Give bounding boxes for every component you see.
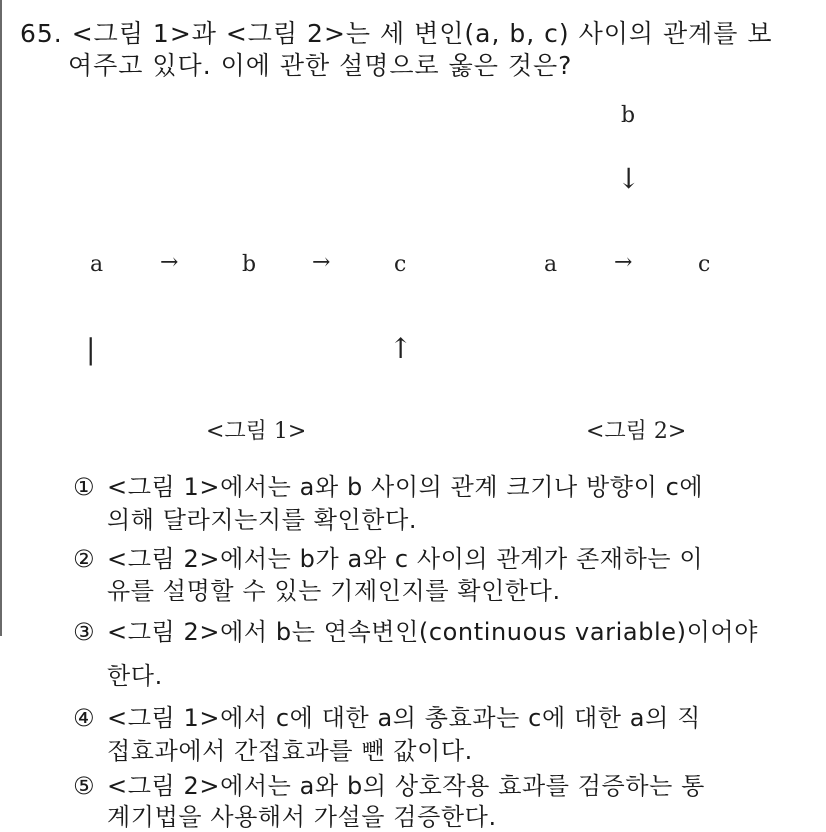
option-2-number: ②: [73, 545, 96, 573]
question-number: 65.: [20, 19, 63, 48]
option-1-text-cont: 의해 달라지는지를 확인한다.: [107, 506, 418, 534]
fig1-arrow-b-c: →: [312, 250, 331, 275]
option-2-text-cont: 유를 설명할 수 있는 기제인지를 확인한다.: [107, 577, 561, 605]
fig2-node-b: b: [621, 103, 636, 128]
fig2-arrow-a-c: →: [614, 250, 633, 275]
question-text-1: <그림 1>과 <그림 2>는 세 변인(a, b, c) 사이의 관계를 보: [71, 19, 773, 48]
option-5-number: ⑤: [73, 772, 96, 800]
option-5[interactable]: [73, 766, 705, 801]
option-5-text: <그림 2>에서는 a와 b의 상호작용 효과를 검증하는 통: [107, 772, 705, 800]
fig1-node-b: b: [242, 252, 257, 277]
option-4-number: ④: [73, 704, 96, 732]
question-text-2: 여주고 있다. 이에 관한 설명으로 옳은 것은?: [68, 51, 573, 80]
fig1-node-c: c: [394, 252, 407, 277]
option-1-number: ①: [73, 473, 96, 501]
option-1[interactable]: [73, 467, 703, 502]
question-line-1: [20, 14, 773, 50]
fig2-caption: <그림 2>: [586, 419, 687, 444]
fig2-node-c: c: [698, 252, 711, 277]
option-1-text: <그림 1>에서는 a와 b 사이의 관계 크기나 방향이 c에: [107, 473, 704, 501]
option-4-text-cont: 접효과에서 간접효과를 뺀 값이다.: [107, 737, 473, 765]
fig1-caption: <그림 1>: [206, 419, 307, 444]
option-3-number: ③: [73, 618, 96, 646]
option-2[interactable]: [73, 539, 703, 574]
option-3[interactable]: [73, 612, 758, 647]
option-5-text-cont: 계기법을 사용해서 가설을 검증한다.: [107, 803, 497, 831]
fig1-bar: |: [86, 333, 96, 366]
option-3-text-cont: 한다.: [107, 662, 163, 690]
option-3-text: <그림 2>에서 b는 연속변인(continuous variable)이어야: [107, 618, 758, 646]
fig1-node-a: a: [90, 252, 104, 277]
fig1-arrow-up: ↑: [389, 332, 413, 365]
fig2-node-a: a: [544, 252, 558, 277]
option-4[interactable]: [73, 698, 701, 733]
fig2-arrow-down: ↓: [617, 162, 641, 195]
option-4-text: <그림 1>에서 c에 대한 a의 총효과는 c에 대한 a의 직: [107, 704, 701, 732]
option-2-text: <그림 2>에서는 b가 a와 c 사이의 관계가 존재하는 이: [107, 545, 704, 573]
left-border-line: [0, 0, 2, 636]
fig1-arrow-a-b: →: [160, 250, 179, 275]
